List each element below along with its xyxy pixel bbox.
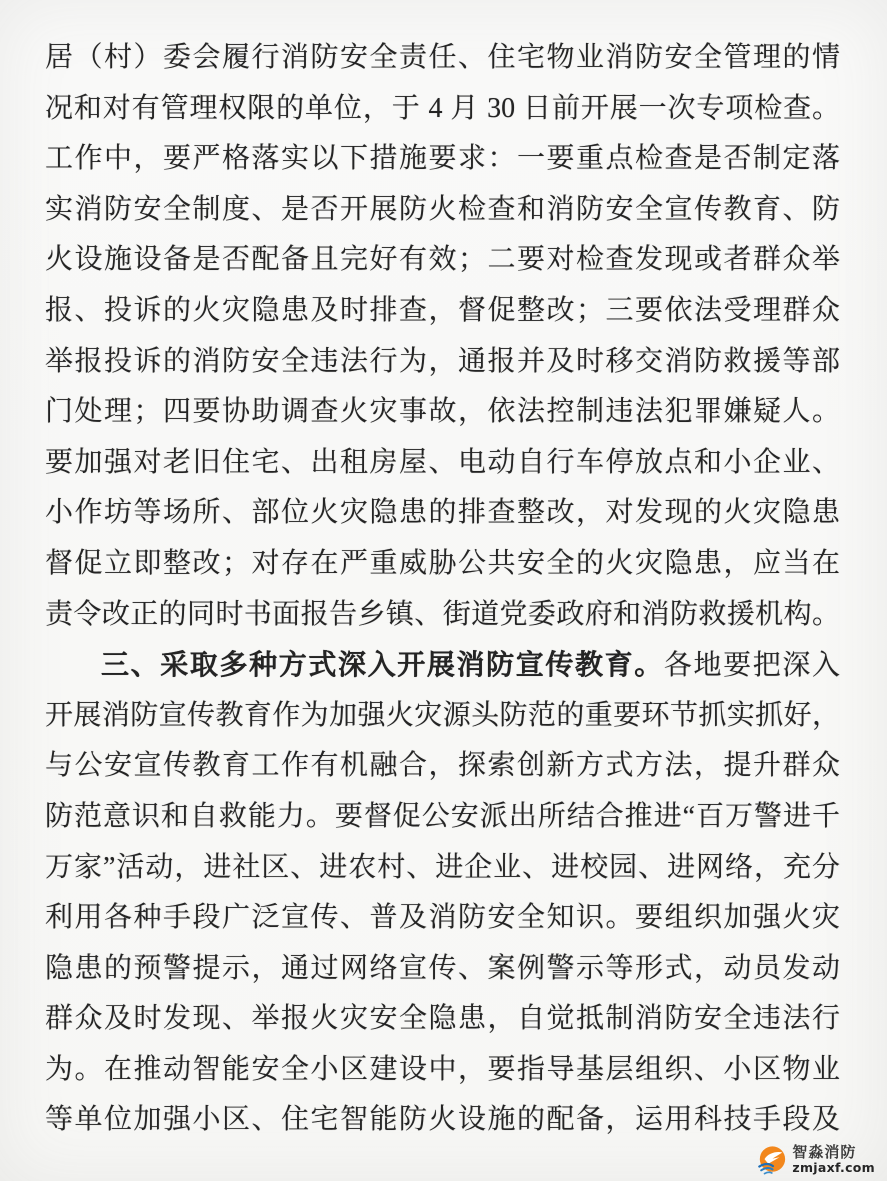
watermark-domain: zmjaxf.com <box>792 1160 875 1176</box>
body-line: 小作坊等场所、部位火灾隐患的排查整改，对发现的火灾隐患 <box>45 497 840 529</box>
body-line: 隐患的预警提示，通过网络宣传、案例警示等形式，动员发动 <box>45 952 840 984</box>
body-line: 利用各种手段广泛宣传、普及消防安全知识。要组织加强火灾 <box>45 902 840 934</box>
zhimiao-fire-brand-logo-icon <box>757 1145 787 1175</box>
watermark <box>757 1145 875 1175</box>
body-line: 实消防安全制度、是否开展防火检查和消防安全宣传教育、防 <box>45 193 840 225</box>
section-heading-line <box>45 640 840 691</box>
body-line: 等单位加强小区、住宅智能防火设施的配备，运用科技手段及 <box>45 1104 840 1136</box>
body-line: 居（村）委会履行消防安全责任、住宅物业消防安全管理的情 <box>45 42 840 73</box>
watermark-text <box>792 1145 875 1175</box>
body-line: 报、投诉的火灾隐患及时排查，督促整改；三要依法受理群众 <box>45 294 840 326</box>
body-line: 火设施设备是否配备且完好有效；二要对检查发现或者群众举 <box>45 244 840 276</box>
body-line: 开展消防宣传教育作为加强火灾源头防范的重要环节抓实抓好， <box>45 699 840 731</box>
body-line: 万家”活动，进社区、进农村、进企业、进校园、进网络，充分 <box>45 851 840 883</box>
section-heading: 三、采取多种方式深入开展消防宣传教育。 <box>101 649 664 681</box>
body-line: 群众及时发现、举报火灾安全隐患，自觉抵制消防安全违法行 <box>45 1003 840 1035</box>
section-heading-trailing-text: 各地要把深入 <box>663 650 840 682</box>
body-line: 防范意识和自救能力。要督促公安派出所结合推进“百万警进千 <box>45 800 840 832</box>
body-line: 举报投诉的消防安全违法行为，通报并及时移交消防救援等部 <box>45 345 840 377</box>
body-line: 与公安宣传教育工作有机融合，探索创新方式方法，提升群众 <box>45 750 840 782</box>
document-body <box>45 33 840 1146</box>
body-line: 要加强对老旧住宅、出租房屋、电动自行车停放点和小企业、 <box>45 446 840 478</box>
body-line: 工作中，要严格落实以下措施要求：一要重点检查是否制定落 <box>45 143 840 175</box>
body-line: 督促立即整改；对存在严重威胁公共安全的火灾隐患，应当在 <box>45 547 840 579</box>
body-line: 责令改正的同时书面报告乡镇、街道党委政府和消防救援机构。 <box>45 598 840 630</box>
watermark-brand-name: 智淼消防 <box>792 1144 857 1162</box>
body-line: 况和对有管理权限的单位，于 4 月 30 日前开展一次专项检查。 <box>45 92 840 124</box>
body-line: 门处理；四要协助调查火灾事故，依法控制违法犯罪嫌疑人。 <box>45 396 840 428</box>
body-line: 为。在推动智能安全小区建设中，要指导基层组织、小区物业 <box>45 1053 840 1085</box>
